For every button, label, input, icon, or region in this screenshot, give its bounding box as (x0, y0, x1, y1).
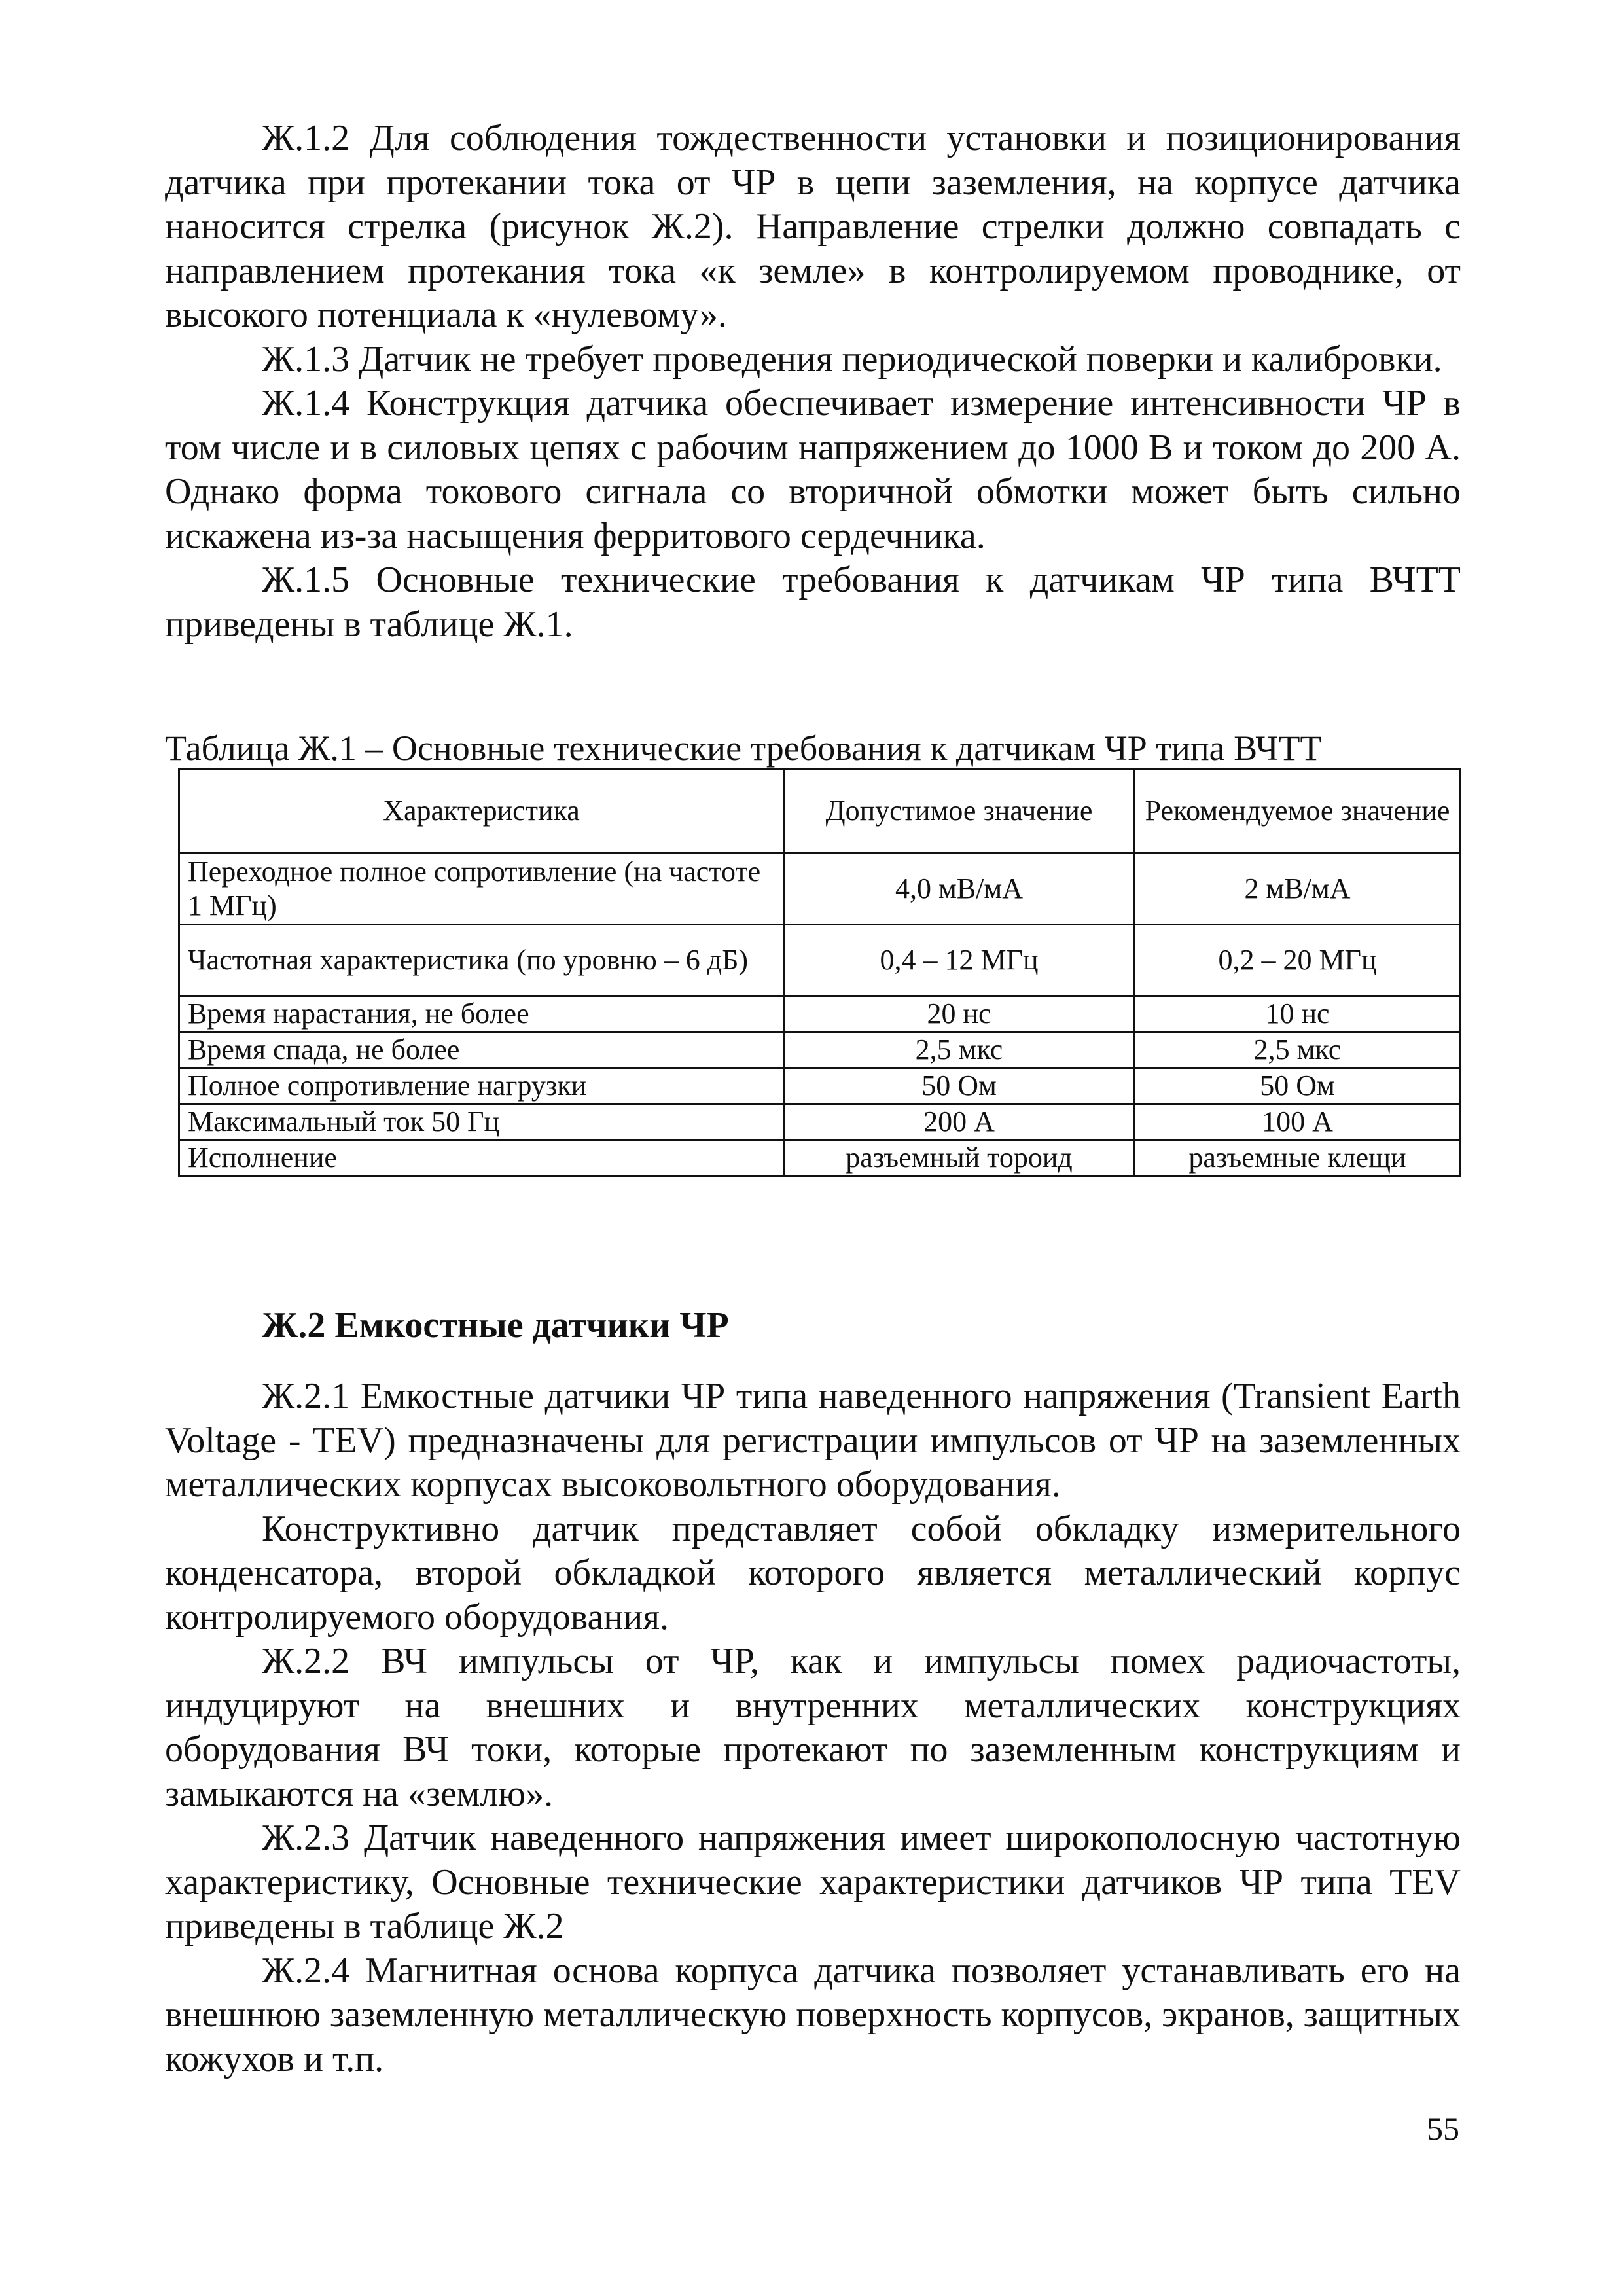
paragraph-zh-1-4: Ж.1.4 Конструкция датчика обеспечивает измерение интенсивности ЧР в том числе и в силовых цепях с рабочим напряжением до 1000 В и током до 200 А. Однако форма токового сигнала со вторичной обмотки может быть сильно искажена из-за насыщения ферритового сердечника. (165, 383, 1461, 556)
paragraph-zh-2-4: Ж.2.4 Магнитная основа корпуса датчика позволяет устанавливать его на внешнюю заземленную металлическую поверхность корпусов, экранов, защитных кожухов и т.п. (165, 1950, 1461, 2079)
table-cell: 4,0 мВ/мА (784, 853, 1135, 925)
header-recommended-value: Рекомендуемое значение (1135, 769, 1461, 853)
table-cell: Максимальный ток 50 Гц (179, 1104, 784, 1140)
table-row (179, 925, 1461, 996)
header-characteristic: Характеристика (179, 769, 784, 853)
paragraph-zh-1-3: Ж.1.3 Датчик не требует проведения периодической поверки и калибровки. (262, 338, 1442, 380)
paragraph-construction: Конструктивно датчик представляет собой обкладку измерительного конденсатора, второй обкладкой которого является металлический корпус контролируемого оборудования. (165, 1508, 1461, 1638)
table-cell: Полное сопротивление нагрузки (179, 1068, 784, 1104)
table-cell: 10 нс (1135, 996, 1461, 1032)
table-cell: разъемный тороид (784, 1140, 1135, 1176)
top-text-block (165, 117, 1461, 647)
paragraph-zh-1-2: Ж.1.2 Для соблюдения тождественности установки и позиционирования датчика при протекании тока от ЧР в цепи заземления, на корпусе датчика наносится стрелка (рисунок Ж.2). Направление стрелки должно совпадать с направлением протекания тока «к земле» в контролируемом проводнике, от высокого потенциала к «нулевому». (165, 118, 1461, 335)
page-number: 55 (1427, 2110, 1459, 2147)
table-cell: 2,5 мкс (1135, 1032, 1461, 1068)
paragraph-zh-2-3: Ж.2.3 Датчик наведенного напряжения имеет широкополосную частотную характеристику, Основные технические характеристики датчиков ЧР типа TEV приведены в таблице Ж.2 (165, 1818, 1461, 1946)
table-row (179, 1104, 1461, 1140)
table-caption: Таблица Ж.1 – Основные технические требования к датчикам ЧР типа ВЧТТ (165, 728, 1322, 768)
table-cell: 50 Ом (784, 1068, 1135, 1104)
paragraph-zh-2-2: Ж.2.2 ВЧ импульсы от ЧР, как и импульсы помех радиочастоты, индуцируют на внешних и внутренних металлических конструкциях оборудования ВЧ токи, которые протекают по заземленным конструкциям и замыкаются на «землю». (165, 1641, 1461, 1814)
table-cell: Время спада, не более (179, 1032, 784, 1068)
table-row (179, 853, 1461, 925)
table-cell: Исполнение (179, 1140, 784, 1176)
table-cell: 100 А (1135, 1104, 1461, 1140)
header-allowed-value: Допустимое значение (784, 769, 1135, 853)
table-cell: 0,2 – 20 МГц (1135, 925, 1461, 996)
table-cell: разъемные клещи (1135, 1140, 1461, 1176)
paragraph-zh-2-1: Ж.2.1 Емкостные датчики ЧР типа наведенного напряжения (Transient Earth Voltage - TEV) предназначены для регистрации импульсов от ЧР на заземленных металлических корпусах высоковольтного оборудования. (165, 1376, 1461, 1505)
table-cell: Переходное полное сопротивление (на частоте 1 МГц) (179, 853, 784, 925)
table-header-row (179, 769, 1461, 853)
section-heading: Ж.2 Емкостные датчики ЧР (262, 1305, 729, 1346)
table-cell: 200 А (784, 1104, 1135, 1140)
table-row (179, 1032, 1461, 1068)
table-row (179, 1140, 1461, 1176)
paragraph-zh-1-5: Ж.1.5 Основные технические требования к датчикам ЧР типа ВЧТТ приведены в таблице Ж.1. (165, 560, 1461, 645)
table-row (179, 1068, 1461, 1104)
table-cell: 2 мВ/мА (1135, 853, 1461, 925)
table-cell: Частотная характеристика (по уровню – 6 дБ) (179, 925, 784, 996)
table-cell: 2,5 мкс (784, 1032, 1135, 1068)
table-row (179, 996, 1461, 1032)
table-cell: Время нарастания, не более (179, 996, 784, 1032)
table-cell: 20 нс (784, 996, 1135, 1032)
table-cell: 50 Ом (1135, 1068, 1461, 1104)
table-cell: 0,4 – 12 МГц (784, 925, 1135, 996)
spec-table (178, 768, 1461, 1177)
bottom-text-block (165, 1374, 1461, 2081)
